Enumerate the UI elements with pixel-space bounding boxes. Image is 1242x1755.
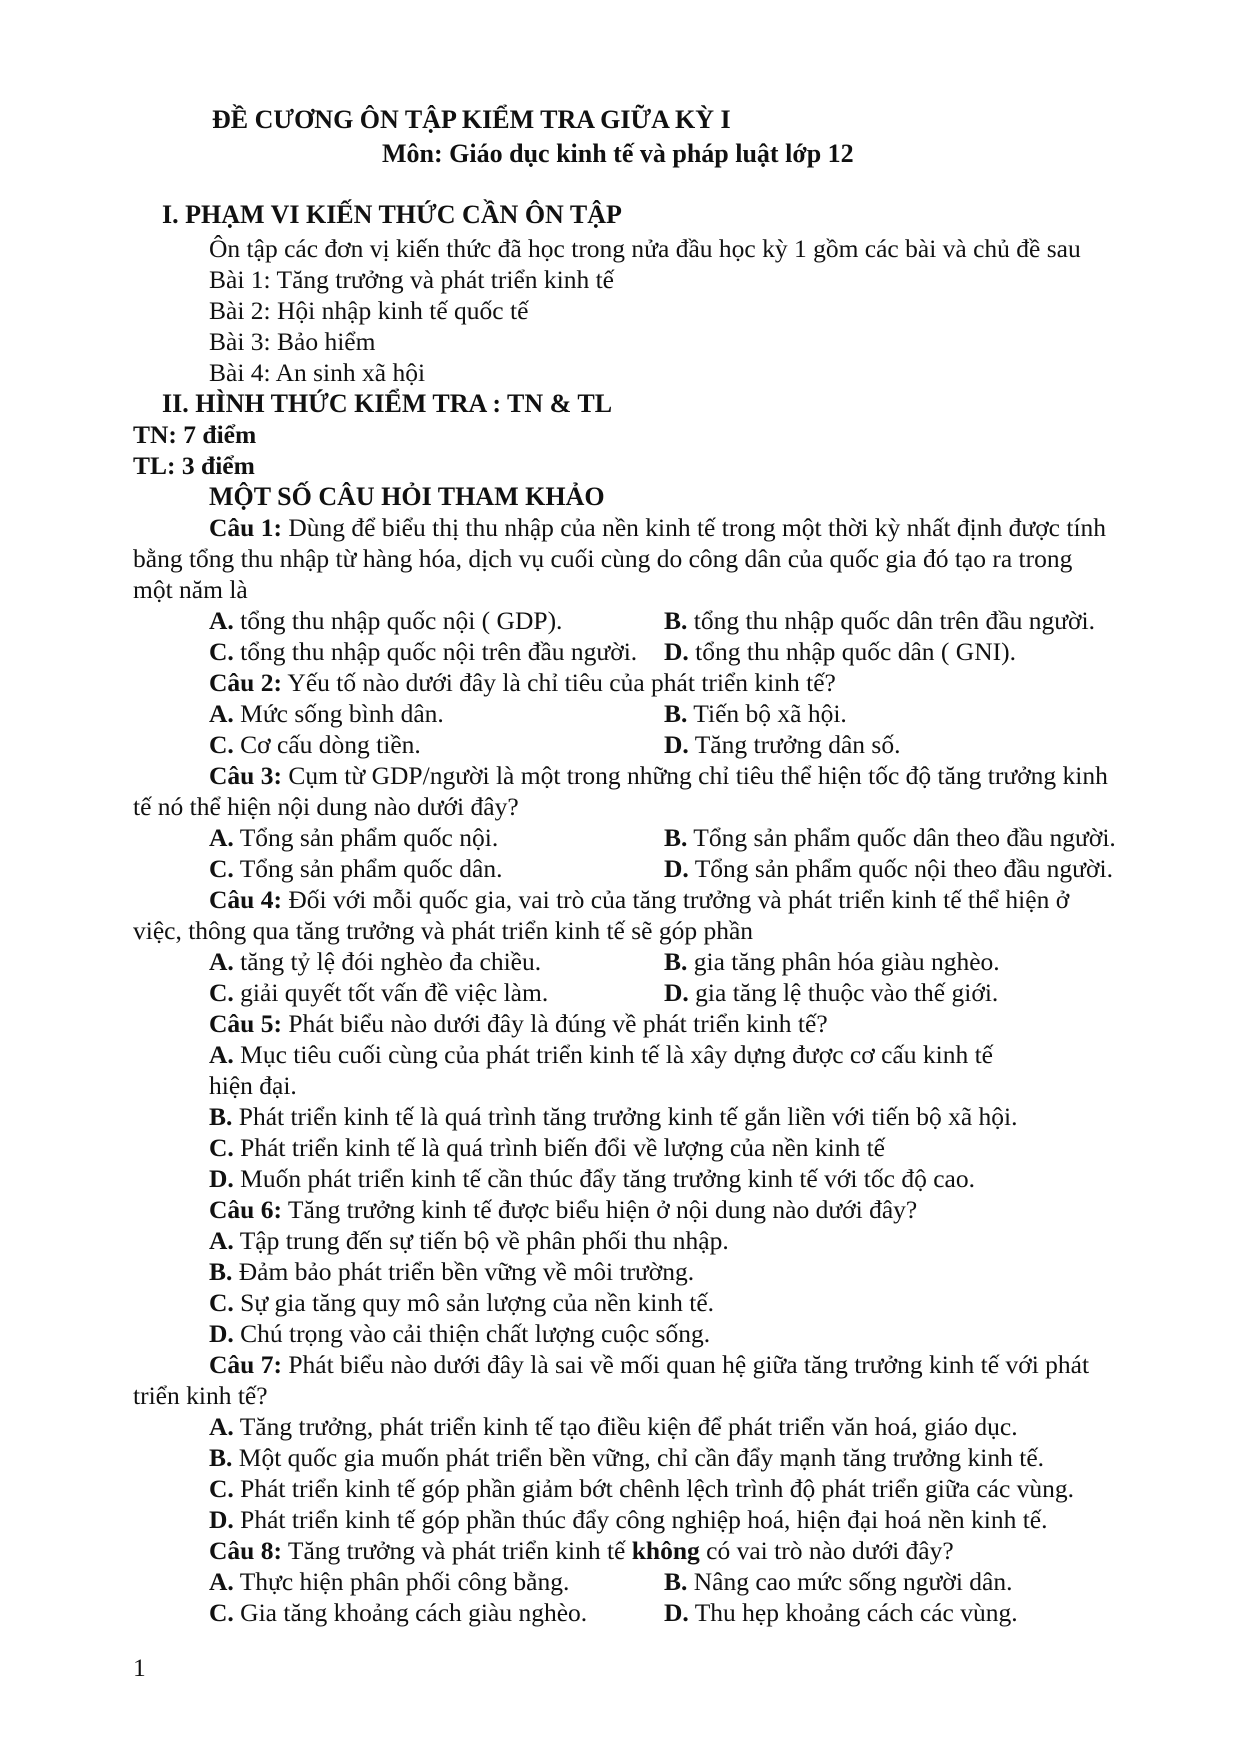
answer-option: B. Nâng cao mức sống người dân. [664, 1567, 1013, 1596]
question-stem: Câu 6: Tăng trưởng kinh tế được biểu hiện ở nội dung nào dưới đây? [209, 1195, 918, 1224]
answer-option: B. tổng thu nhập quốc dân trên đầu người. [664, 606, 1095, 635]
answer-option: B. Tổng sản phẩm quốc dân theo đầu người. [664, 823, 1116, 852]
answer-option: C. Phát triển kinh tế góp phần giảm bớt chênh lệch trình độ phát triển giữa các vùng. [209, 1474, 1075, 1503]
question-stem-cont: một năm là [133, 575, 248, 604]
subject-line: Môn: Giáo dục kinh tế và pháp luật lớp 12 [382, 139, 854, 168]
answer-option: D. tổng thu nhập quốc dân ( GNI). [664, 637, 1016, 666]
answer-option: A. Mục tiêu cuối cùng của phát triển kinh tế là xây dựng được cơ cấu kinh tế [209, 1040, 993, 1069]
answer-option: D. Tổng sản phẩm quốc nội theo đầu người. [664, 854, 1113, 883]
answer-option: B. Một quốc gia muốn phát triển bền vững, chỉ cần đẩy mạnh tăng trưởng kinh tế. [209, 1443, 1045, 1472]
answer-option: A. Tăng trưởng, phát triển kinh tế tạo điều kiện để phát triển văn hoá, giáo dục. [209, 1412, 1018, 1441]
answer-option: D. gia tăng lệ thuộc vào thế giới. [664, 978, 999, 1007]
question-stem: Câu 4: Đối với mỗi quốc gia, vai trò của tăng trưởng và phát triển kinh tế thể hiện ở [209, 885, 1070, 914]
question-label: Câu 1: [209, 513, 282, 542]
question-stem: Câu 3: Cụm từ GDP/người là một trong những chỉ tiêu thể hiện tốc độ tăng trưởng kinh [209, 761, 1108, 790]
answer-option: C. Tổng sản phẩm quốc dân. [209, 854, 503, 883]
question-stem: Câu 2: Yếu tố nào dưới đây là chỉ tiêu của phát triển kinh tế? [209, 668, 836, 697]
answer-option: C. Gia tăng khoảng cách giàu nghèo. [209, 1598, 588, 1627]
lesson-item: Bài 2: Hội nhập kinh tế quốc tế [209, 296, 529, 325]
question-label: Câu 4: [209, 885, 282, 914]
question-stem-cont: triển kinh tế? [133, 1381, 268, 1410]
lesson-item: Bài 4: An sinh xã hội [209, 358, 426, 387]
section1-heading: I. PHẠM VI KIẾN THỨC CẦN ÔN TẬP [162, 200, 622, 229]
answer-option: A. Tập trung đến sự tiến bộ về phân phối thu nhập. [209, 1226, 729, 1255]
answer-option: A. tăng tỷ lệ đói nghèo đa chiều. [209, 947, 542, 976]
answer-option: B. Đảm bảo phát triển bền vững về môi trường. [209, 1257, 695, 1286]
answer-option: A. Mức sống bình dân. [209, 699, 444, 728]
answer-option: C. Phát triển kinh tế là quá trình biến đổi về lượng của nền kinh tế [209, 1133, 885, 1162]
answer-option: A. tổng thu nhập quốc nội ( GDP). [209, 606, 563, 635]
lesson-item: Bài 1: Tăng trưởng và phát triển kinh tế [209, 265, 614, 294]
lesson-item: Bài 3: Bảo hiểm [209, 327, 376, 356]
answer-option-cont: hiện đại. [209, 1071, 297, 1100]
answer-option: D. Chú trọng vào cải thiện chất lượng cuộc sống. [209, 1319, 711, 1348]
section2-heading: II. HÌNH THỨC KIỂM TRA : TN & TL [162, 389, 613, 418]
answer-option: D. Thu hẹp khoảng cách các vùng. [664, 1598, 1018, 1627]
question-label: Câu 7: [209, 1350, 282, 1379]
page-number: 1 [133, 1653, 146, 1682]
answer-option: D. Tăng trưởng dân số. [664, 730, 901, 759]
answer-option: C. Cơ cấu dòng tiền. [209, 730, 421, 759]
question-stem: Câu 1: Dùng để biểu thị thu nhập của nền kinh tế trong một thời kỳ nhất định được tính [209, 513, 1107, 542]
tn-score: TN: 7 điểm [133, 420, 257, 449]
question-label: Câu 8: [209, 1536, 282, 1565]
answer-option: C. giải quyết tốt vấn đề việc làm. [209, 978, 549, 1007]
answer-option: C. tổng thu nhập quốc nội trên đầu người. [209, 637, 638, 666]
answer-option: D. Phát triển kinh tế góp phần thúc đẩy công nghiệp hoá, hiện đại hoá nền kinh tế. [209, 1505, 1048, 1534]
question-stem: Câu 5: Phát biểu nào dưới đây là đúng về phát triển kinh tế? [209, 1009, 828, 1038]
answer-option: D. Muốn phát triển kinh tế cần thúc đẩy tăng trưởng kinh tế với tốc độ cao. [209, 1164, 975, 1193]
question-stem: Câu 8: Tăng trưởng và phát triển kinh tế không có vai trò nào dưới đây? [209, 1536, 954, 1565]
emphasis-word: không [631, 1536, 700, 1565]
answer-option: B. Tiến bộ xã hội. [664, 699, 847, 728]
section1-intro: Ôn tập các đơn vị kiến thức đã học trong nửa đầu học kỳ 1 gồm các bài và chủ đề sau [209, 234, 1081, 263]
question-label: Câu 6: [209, 1195, 282, 1224]
document-title: ĐỀ CƯƠNG ÔN TẬP KIỂM TRA GIỮA KỲ I [212, 105, 731, 134]
answer-option: C. Sự gia tăng quy mô sản lượng của nền kinh tế. [209, 1288, 715, 1317]
answer-option: A. Tổng sản phẩm quốc nội. [209, 823, 499, 852]
question-stem-cont: tế nó thể hiện nội dung nào dưới đây? [133, 792, 519, 821]
answer-option: A. Thực hiện phân phối công bằng. [209, 1567, 570, 1596]
question-label: Câu 5: [209, 1009, 282, 1038]
question-stem: Câu 7: Phát biểu nào dưới đây là sai về mối quan hệ giữa tăng trưởng kinh tế với phát [209, 1350, 1090, 1379]
answer-option: B. Phát triển kinh tế là quá trình tăng trưởng kinh tế gắn liền với tiến bộ xã hội. [209, 1102, 1018, 1131]
answer-option: B. gia tăng phân hóa giàu nghèo. [664, 947, 1000, 976]
question-label: Câu 3: [209, 761, 282, 790]
tl-score: TL: 3 điểm [133, 451, 255, 480]
reference-heading: MỘT SỐ CÂU HỎI THAM KHẢO [209, 482, 605, 511]
question-label: Câu 2: [209, 668, 282, 697]
question-stem-cont: việc, thông qua tăng trưởng và phát triển kinh tế sẽ góp phần [133, 916, 754, 945]
question-stem-cont: bằng tổng thu nhập từ hàng hóa, dịch vụ cuối cùng do công dân của quốc gia đó tạo ra trong [133, 544, 1073, 573]
